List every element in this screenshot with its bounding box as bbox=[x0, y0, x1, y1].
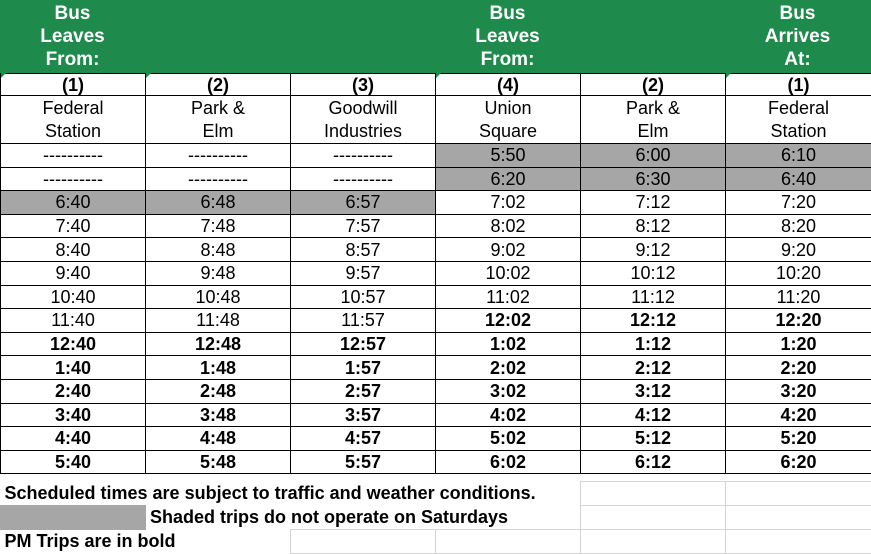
note-pm-bold: PM Trips are in bold bbox=[1, 530, 291, 554]
trip-row bbox=[1, 356, 871, 380]
time-cell: 6:20 bbox=[436, 167, 581, 191]
empty-cell bbox=[726, 506, 871, 530]
stop-number-cell: (2) bbox=[581, 74, 726, 96]
stop-name-line: Square bbox=[436, 120, 580, 143]
time-cell: 5:12 bbox=[581, 427, 726, 451]
time-cell: 4:12 bbox=[581, 403, 726, 427]
empty-cell bbox=[291, 530, 436, 554]
stop-name-cell bbox=[291, 96, 436, 144]
time-cell: 4:48 bbox=[146, 427, 291, 451]
time-cell: ---------- bbox=[291, 144, 436, 168]
trip-row bbox=[1, 238, 871, 262]
stop-name-line: Station bbox=[726, 120, 871, 143]
time-cell: 4:02 bbox=[436, 403, 581, 427]
empty-cell bbox=[581, 482, 726, 506]
time-cell: 3:57 bbox=[291, 403, 436, 427]
time-cell: 3:12 bbox=[581, 379, 726, 403]
time-cell: 12:02 bbox=[436, 309, 581, 333]
time-cell: 11:20 bbox=[726, 285, 871, 309]
stop-name-line: Industries bbox=[291, 120, 435, 143]
time-cell: 2:48 bbox=[146, 379, 291, 403]
notes-table bbox=[0, 481, 871, 554]
trip-row bbox=[1, 144, 871, 168]
time-cell: 1:48 bbox=[146, 356, 291, 380]
time-cell: 9:02 bbox=[436, 238, 581, 262]
stop-name-cell bbox=[436, 96, 581, 144]
trip-row bbox=[1, 379, 871, 403]
stop-name-line: Station bbox=[1, 120, 145, 143]
header-line: Arrives bbox=[725, 25, 870, 48]
trip-row bbox=[1, 285, 871, 309]
time-cell: 11:57 bbox=[291, 309, 436, 333]
time-cell: 11:12 bbox=[581, 285, 726, 309]
time-cell: 12:57 bbox=[291, 332, 436, 356]
time-cell: 10:02 bbox=[436, 261, 581, 285]
header-line: Bus bbox=[0, 2, 145, 25]
trip-row bbox=[1, 309, 871, 333]
time-cell: 6:57 bbox=[291, 191, 436, 215]
header-line: From: bbox=[435, 48, 580, 71]
time-cell: 3:20 bbox=[726, 379, 871, 403]
time-cell: 2:57 bbox=[291, 379, 436, 403]
stop-number-cell: (1) bbox=[726, 74, 871, 96]
time-cell: 7:57 bbox=[291, 214, 436, 238]
time-cell: 2:20 bbox=[726, 356, 871, 380]
time-cell: 3:40 bbox=[1, 403, 146, 427]
time-cell: 1:57 bbox=[291, 356, 436, 380]
note-shaded: Shaded trips do not operate on Saturdays bbox=[146, 506, 581, 530]
stop-number-cell: (4) bbox=[436, 74, 581, 96]
time-cell: 2:40 bbox=[1, 379, 146, 403]
time-cell: 4:57 bbox=[291, 427, 436, 451]
time-cell: 4:20 bbox=[726, 403, 871, 427]
stop-name-line: Goodwill bbox=[291, 97, 435, 120]
time-cell: 1:40 bbox=[1, 356, 146, 380]
time-cell: 9:48 bbox=[146, 261, 291, 285]
stop-name-line: Elm bbox=[581, 120, 725, 143]
time-cell: 5:40 bbox=[1, 450, 146, 474]
stop-name-row bbox=[1, 96, 871, 144]
shade-swatch bbox=[1, 506, 146, 530]
stop-number-cell: (1) bbox=[1, 74, 146, 96]
time-cell: 6:40 bbox=[726, 167, 871, 191]
note-row bbox=[1, 506, 871, 530]
time-cell: 6:12 bbox=[581, 450, 726, 474]
schedule-table bbox=[0, 73, 871, 474]
time-cell: 1:12 bbox=[581, 332, 726, 356]
time-cell: 9:12 bbox=[581, 238, 726, 262]
time-cell: 6:40 bbox=[1, 191, 146, 215]
trip-row bbox=[1, 214, 871, 238]
stop-name-line: Union bbox=[436, 97, 580, 120]
cell-comment-marker bbox=[1, 73, 6, 78]
empty-cell bbox=[726, 482, 871, 506]
time-cell: 3:48 bbox=[146, 403, 291, 427]
stop-name-line: Federal bbox=[1, 97, 145, 120]
time-cell: 9:57 bbox=[291, 261, 436, 285]
time-cell: 2:02 bbox=[436, 356, 581, 380]
time-cell: 3:02 bbox=[436, 379, 581, 403]
header-bus-arrives-at bbox=[725, 2, 870, 71]
time-cell: 5:50 bbox=[436, 144, 581, 168]
note-row bbox=[1, 530, 871, 554]
stop-number-cell: (3) bbox=[291, 74, 436, 96]
cell-comment-marker bbox=[726, 73, 731, 78]
time-cell: 11:02 bbox=[436, 285, 581, 309]
time-cell: 8:57 bbox=[291, 238, 436, 262]
header-line: Leaves bbox=[0, 25, 145, 48]
time-cell: 6:02 bbox=[436, 450, 581, 474]
trip-row bbox=[1, 167, 871, 191]
time-cell: 5:02 bbox=[436, 427, 581, 451]
stop-name-cell bbox=[146, 96, 291, 144]
stop-name-line: Park & bbox=[146, 97, 290, 120]
time-cell: 10:40 bbox=[1, 285, 146, 309]
time-cell: 9:20 bbox=[726, 238, 871, 262]
time-cell: 4:40 bbox=[1, 427, 146, 451]
time-cell: 12:12 bbox=[581, 309, 726, 333]
time-cell: 5:48 bbox=[146, 450, 291, 474]
time-cell: 7:02 bbox=[436, 191, 581, 215]
trip-row bbox=[1, 403, 871, 427]
time-cell: 11:40 bbox=[1, 309, 146, 333]
time-cell: 8:20 bbox=[726, 214, 871, 238]
time-cell: 6:30 bbox=[581, 167, 726, 191]
time-cell: 7:12 bbox=[581, 191, 726, 215]
note-row bbox=[1, 482, 871, 506]
empty-cell bbox=[581, 530, 726, 554]
time-cell: 7:20 bbox=[726, 191, 871, 215]
note-traffic: Scheduled times are subject to traffic and weather conditions. bbox=[1, 482, 581, 506]
stop-number-cell: (2) bbox=[146, 74, 291, 96]
time-cell: 5:20 bbox=[726, 427, 871, 451]
time-cell: 10:20 bbox=[726, 261, 871, 285]
time-cell: 5:57 bbox=[291, 450, 436, 474]
empty-cell bbox=[581, 506, 726, 530]
time-cell: 1:02 bbox=[436, 332, 581, 356]
time-cell: 8:48 bbox=[146, 238, 291, 262]
time-cell: ---------- bbox=[1, 144, 146, 168]
time-cell: 9:40 bbox=[1, 261, 146, 285]
time-cell: 6:10 bbox=[726, 144, 871, 168]
time-cell: 11:48 bbox=[146, 309, 291, 333]
time-cell: 10:12 bbox=[581, 261, 726, 285]
stop-name-cell bbox=[581, 96, 726, 144]
empty-cell bbox=[726, 530, 871, 554]
time-cell: ---------- bbox=[146, 144, 291, 168]
header-line: Bus bbox=[725, 2, 870, 25]
time-cell: 7:48 bbox=[146, 214, 291, 238]
header-line: Bus bbox=[435, 2, 580, 25]
stop-name-line: Federal bbox=[726, 97, 871, 120]
time-cell: ---------- bbox=[146, 167, 291, 191]
header-line: At: bbox=[725, 48, 870, 71]
time-cell: 12:20 bbox=[726, 309, 871, 333]
time-cell: 8:40 bbox=[1, 238, 146, 262]
stop-name-cell bbox=[726, 96, 871, 144]
trip-row bbox=[1, 191, 871, 215]
cell-comment-marker bbox=[436, 73, 441, 78]
time-cell: 10:57 bbox=[291, 285, 436, 309]
time-cell: 8:12 bbox=[581, 214, 726, 238]
time-cell: 6:48 bbox=[146, 191, 291, 215]
trip-row bbox=[1, 332, 871, 356]
header-line: From: bbox=[0, 48, 145, 71]
time-cell: 12:40 bbox=[1, 332, 146, 356]
trip-row bbox=[1, 450, 871, 474]
time-cell: 6:20 bbox=[726, 450, 871, 474]
header-line: Leaves bbox=[435, 25, 580, 48]
time-cell: 6:00 bbox=[581, 144, 726, 168]
time-cell: 2:12 bbox=[581, 356, 726, 380]
stop-name-line: Elm bbox=[146, 120, 290, 143]
time-cell: 8:02 bbox=[436, 214, 581, 238]
trip-row bbox=[1, 427, 871, 451]
time-cell: 10:48 bbox=[146, 285, 291, 309]
time-cell: ---------- bbox=[1, 167, 146, 191]
time-cell: 12:48 bbox=[146, 332, 291, 356]
header-bus-leaves-from-inbound bbox=[435, 2, 580, 71]
cell-comment-marker bbox=[146, 73, 151, 78]
trip-row bbox=[1, 261, 871, 285]
header-bus-leaves-from-outbound bbox=[0, 2, 145, 71]
stop-name-cell bbox=[1, 96, 146, 144]
time-cell: ---------- bbox=[291, 167, 436, 191]
empty-cell bbox=[436, 530, 581, 554]
time-cell: 7:40 bbox=[1, 214, 146, 238]
time-cell: 1:20 bbox=[726, 332, 871, 356]
stop-name-line: Park & bbox=[581, 97, 725, 120]
